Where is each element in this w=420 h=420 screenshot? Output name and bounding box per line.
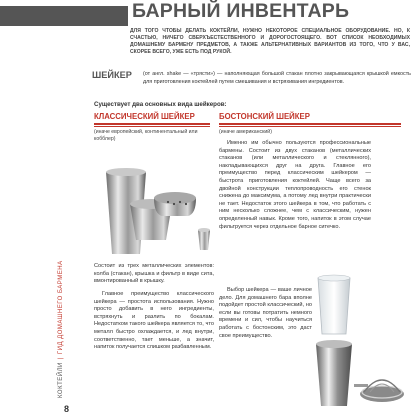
classic-shaker-heading: КЛАССИЧЕСКИЙ ШЕЙКЕР <box>94 112 195 121</box>
sidebar-part2: ГИД ДОМАШНЕГО БАРМЕНА <box>58 260 64 355</box>
sidebar-part1: КОКТЕЙЛИ <box>58 362 64 398</box>
sidebar-separator: | <box>58 357 64 360</box>
boston-shaker-body-a: Именно им обычно пользуются профессиональные бармены. Состоит из двух стаканов (металлических стаканов (или металлического и стеклянного), накладывающихся друг на друга. Главное его преимущество перед классическим шейкером — быстрота приготовления коктейлей. Чаще всего за двойной конструкции теплопроводность его стенок снижена до максимума, а потому лед внутри практически не тает. Недостаток этого шейкера в том, что работать с ним несколько сложнее, чем с классическим, нужен определенный навык. Кроме того, напиток в этом случае фильтруется через отдельное барное ситечко. <box>219 140 371 230</box>
page-number: 8 <box>64 404 70 414</box>
boston-shaker-heading: БОСТОНСКИЙ ШЕЙКЕР <box>219 112 310 121</box>
shaker-term: ШЕЙКЕР <box>92 70 132 80</box>
page-title: БАРНЫЙ ИНВЕНТАРЬ <box>132 0 350 22</box>
classic-shaker-image <box>96 144 214 260</box>
classic-shaker-body-a: Состоит из трех металлических элементов: колба (стакан), крышка и фильтр в виде сита, вмонтированный в крышку. <box>94 263 214 285</box>
boston-shaker-body-b: Выбор шейкера — ваше личное дело. Для домашнего бара вполне подойдет простой классический, но если вы готовы потратить немного времени и сил, чтобы научиться работать с бостонским, это даст свое преимущество. <box>219 287 312 339</box>
boston-shaker-subtitle: (иначе американский) <box>219 129 272 135</box>
intro-paragraph: ДЛЯ ТОГО ЧТОБЫ ДЕЛАТЬ КОКТЕЙЛИ, НУЖНО НЕКОТОРОЕ СПЕЦИАЛЬНОЕ ОБОРУДОВАНИЕ. НО, К СЧАСТЬЮ, НИЧЕГО СВЕРХЪЕСТЕСТВЕННОГО И ДОРОГОСТОЯЩЕГО. ВОТ СПИСОК НЕОБХОДИМЫХ ДОМАШНЕМУ БАРМЕНУ ПРЕДМЕТОВ, А ТАКЖЕ АЛЬТЕРНАТИВНЫХ ВАРИАНТОВ ИЗ ТОГО, ЧТО У ВАС, СКОРЕЕ ВСЕГО, УЖЕ ЕСТЬ ПОД РУКОЙ. <box>130 28 410 55</box>
classic-heading-rule-thin <box>94 126 210 127</box>
boston-heading-rule <box>219 123 401 125</box>
types-intro: Существует два основных вида шейкеров: <box>94 101 227 108</box>
shaker-definition: (от англ. shake — «трясти») — наполняющая большой стакан плотно закрывающаяся крышкой емкость для приготовления коктейлей путем смешивания и встряхивания ингредиентов. <box>143 71 411 85</box>
boston-shaker-image <box>310 272 410 412</box>
header-bar <box>0 6 128 26</box>
classic-shaker-subtitle: (иначе европейский, континентальный или кобблер) <box>94 129 198 142</box>
classic-heading-rule <box>94 123 210 125</box>
classic-shaker-body-b: Главное преимущество классического шейкера — простота использования. Нужно просто добавить в него ингредиенты, встряхнуть и разлить по бокалам. Недостатком такого шейкера является то, что металл быстро охлаждается, и лед внутри, соответственно, тает меньше, а значит, напиток получается слишком разбавленным. <box>94 291 214 351</box>
boston-heading-rule-thin <box>219 126 401 127</box>
sidebar-running-title <box>58 222 72 398</box>
